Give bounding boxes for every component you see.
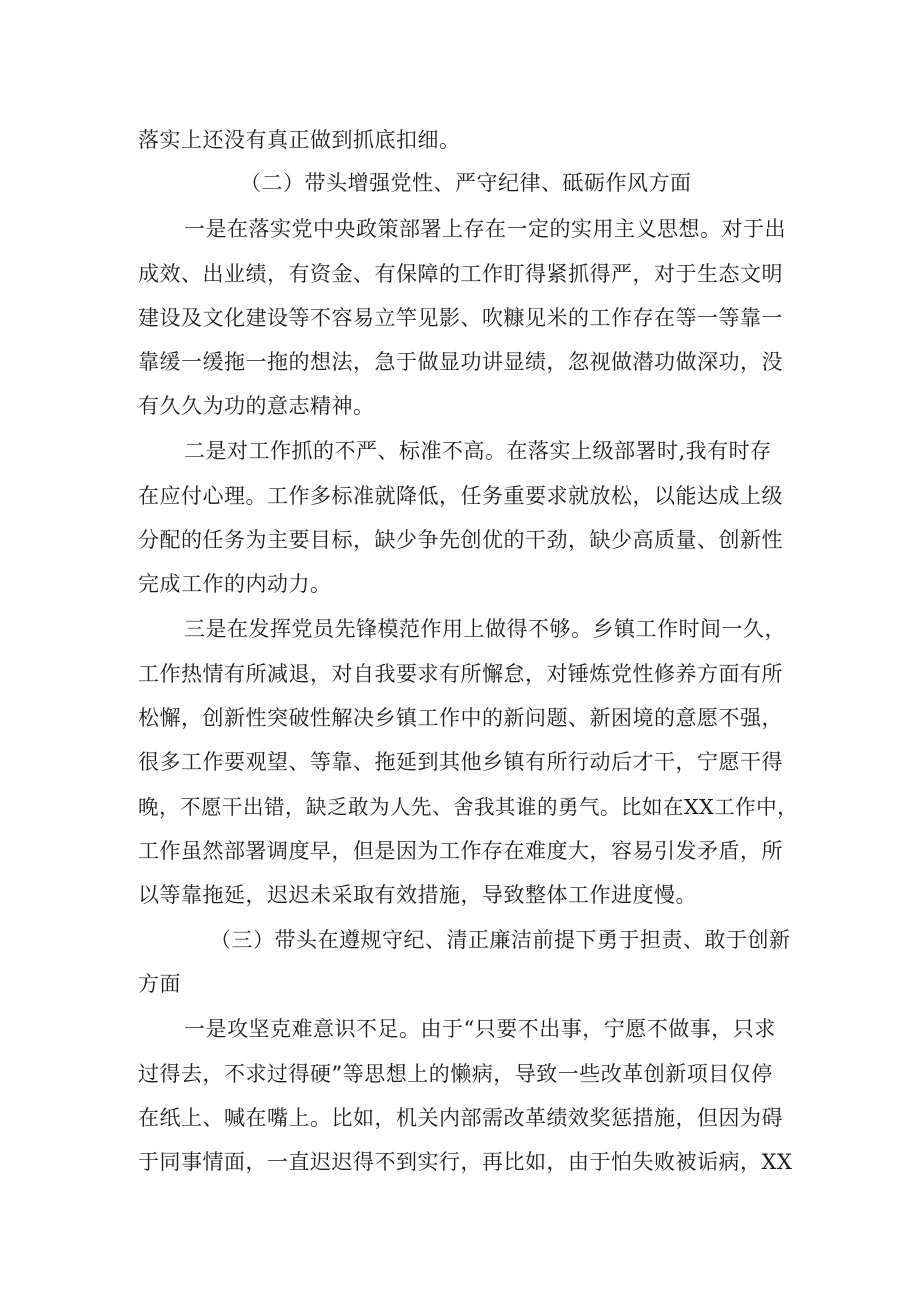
- paragraph-line: 很多工作要观望、等靠、拖延到其他乡镇有所行动后才干，宁愿干得: [138, 750, 783, 774]
- paragraph-line: 二是对工作抓的不严、标准不高。在落实上级部署时,我有时存: [184, 439, 772, 463]
- paragraph-line: 有久久为功的意志精神。: [138, 394, 375, 418]
- paragraph-line: 建设及文化建设等不容易立竿见影、吹糠见米的工作存在等一等靠一: [138, 306, 783, 330]
- paragraph-line: 分配的任务为主要目标，缺少争先创优的干劲，缺少高质量、创新性: [138, 528, 783, 552]
- paragraph-line: 过得去，不求过得硬”等思想上的懒病，导致一些改革创新项目仅停: [138, 1062, 773, 1086]
- paragraph-line: 在纸上、喊在嘴上。比如，机关内部需改革绩效奖惩措施，但因为碍: [138, 1106, 783, 1130]
- paragraph-line: 成效、出业绩，有资金、有保障的工作盯得紧抓得严，对于生态文明: [138, 262, 783, 286]
- paragraph-line: 以等靠拖延，迟迟未采取有效措施，导致整体工作进度慢。: [138, 883, 697, 907]
- section-heading-continuation: 方面: [138, 972, 181, 996]
- paragraph-line: 工作热情有所减退，对自我要求有所懈怠，对锤炼党性修养方面有所: [138, 662, 783, 686]
- paragraph-line: 松懈，创新性突破性解决乡镇工作中的新问题、新困境的意愿不强，: [138, 706, 783, 730]
- paragraph-line: 一是攻坚克难意识不足。由于“只要不出事，宁愿不做事，只求: [184, 1017, 776, 1041]
- paragraph-line: 晚，不愿干出错，缺乏敢为人先、舍我其谁的勇气。比如在XX工作中，: [138, 795, 799, 819]
- section-heading: （三）带头在遵规守纪、清正廉洁前提下勇于担责、敢于创新: [210, 928, 791, 952]
- paragraph-line: 在应付心理。工作多标准就降低，任务重要求就放松，以能达成上级: [138, 484, 783, 508]
- paragraph-line: 落实上还没有真正做到抓底扣细。: [138, 128, 461, 152]
- paragraph-line: 工作虽然部署调度早，但是因为工作存在难度大，容易引发矛盾，所: [138, 839, 783, 863]
- section-heading: （二）带头增强党性、严守纪律、砥砺作风方面: [240, 171, 692, 195]
- paragraph-line: 一是在落实党中央政策部署上存在一定的实用主义思想。对于出: [184, 217, 786, 241]
- paragraph-line: 靠缓一缓拖一拖的想法，急于做显功讲显绩，忽视做潜功做深功，没: [138, 350, 783, 374]
- paragraph-line: 于同事情面，一直迟迟得不到实行，再比如，由于怕失败被诟病，XX: [138, 1150, 793, 1174]
- paragraph-line: 完成工作的内动力。: [138, 572, 332, 596]
- paragraph-line: 三是在发挥党员先锋模范作用上做得不够。乡镇工作时间一久，: [184, 617, 786, 641]
